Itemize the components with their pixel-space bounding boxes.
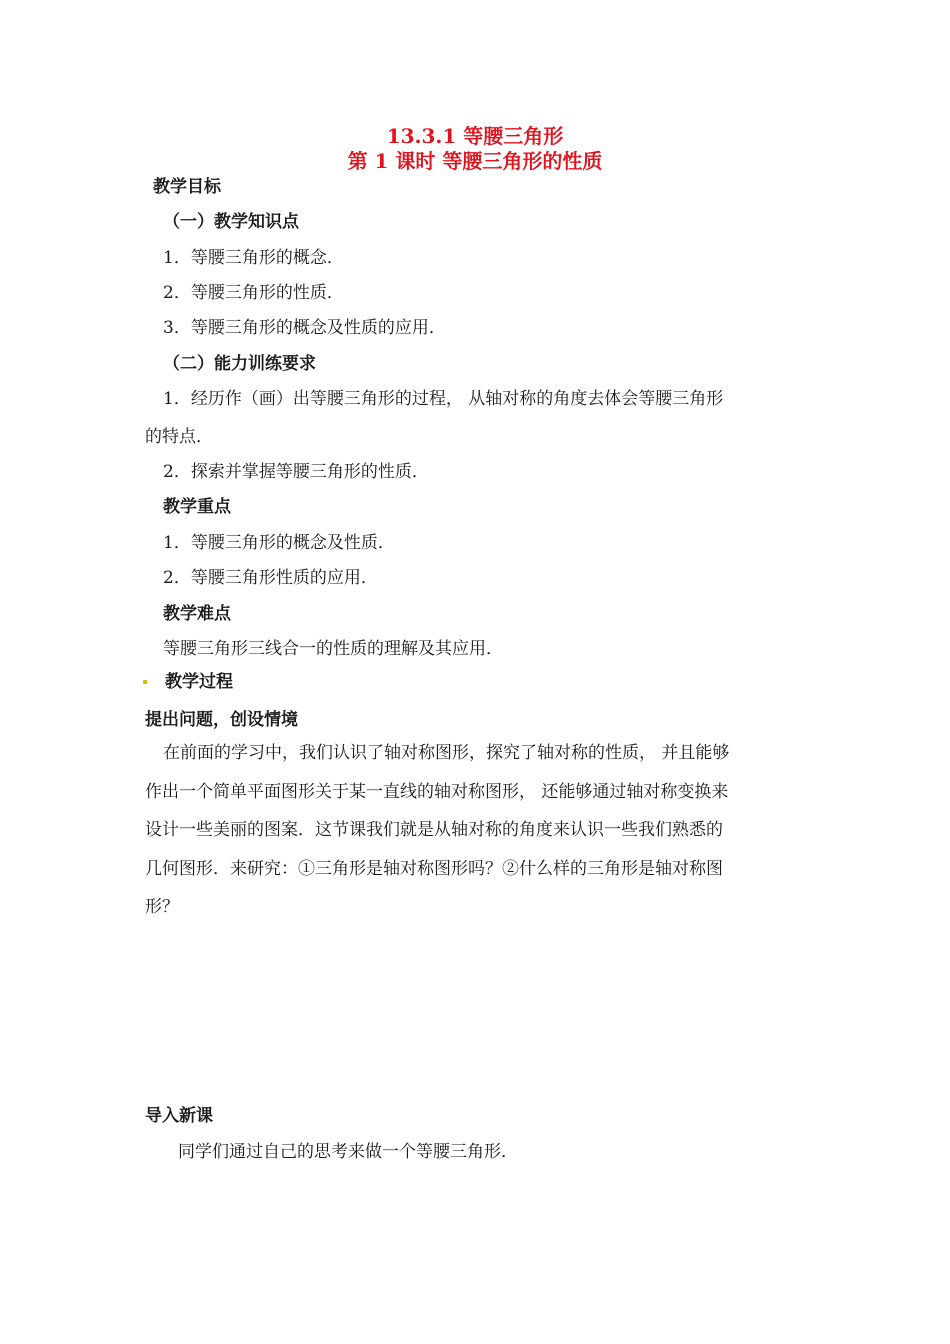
key-points-heading: 教学重点: [163, 497, 231, 517]
process-heading: 教学过程: [165, 672, 233, 692]
key-point-2: 2．等腰三角形性质的应用．: [163, 568, 378, 588]
ability-item-1-line-2: 的特点．: [145, 427, 213, 447]
section-intro-line-5: 形？: [145, 897, 179, 917]
knowledge-item-1: 1．等腰三角形的概念．: [163, 248, 344, 268]
section-intro-line-3: 设计一些美丽的图案．这节课我们就是从轴对称的角度来认识一些我们熟悉的: [145, 820, 723, 840]
knowledge-item-3: 3．等腰三角形的概念及性质的应用．: [163, 318, 446, 338]
section-intro-line-4: 几何图形．来研究：①三角形是轴对称图形吗？②什么样的三角形是轴对称图: [145, 859, 723, 879]
difficulty-text: 等腰三角形三线合一的性质的理解及其应用．: [163, 639, 503, 659]
ability-heading: （二）能力训练要求: [163, 354, 316, 374]
ability-item-1-line-1: 1．经历作（画）出等腰三角形的过程， 从轴对称的角度去体会等腰三角形: [163, 389, 724, 409]
section-new-lesson-heading: 导入新课: [145, 1106, 213, 1126]
bullet-marker: [143, 680, 147, 684]
knowledge-heading: （一）教学知识点: [163, 212, 299, 232]
ability-item-2: 2．探索并掌握等腰三角形的性质．: [163, 462, 429, 482]
objectives-heading: 教学目标: [153, 177, 221, 197]
section-intro-line-1: 在前面的学习中，我们认识了轴对称图形，探究了轴对称的性质， 并且能够: [163, 743, 730, 763]
difficulty-heading: 教学难点: [163, 604, 231, 624]
document-subtitle: 第 1 课时 等腰三角形的性质: [347, 149, 603, 173]
section-intro-line-2: 作出一个简单平面图形关于某一直线的轴对称图形， 还能够通过轴对称变换来: [145, 782, 729, 802]
section-new-lesson-text: 同学们通过自己的思考来做一个等腰三角形．: [178, 1142, 518, 1162]
document-title: 13.3.1 等腰三角形: [386, 124, 564, 148]
section-intro-heading: 提出问题，创设情境: [145, 710, 298, 730]
key-point-1: 1．等腰三角形的概念及性质．: [163, 533, 395, 553]
knowledge-item-2: 2．等腰三角形的性质．: [163, 283, 344, 303]
